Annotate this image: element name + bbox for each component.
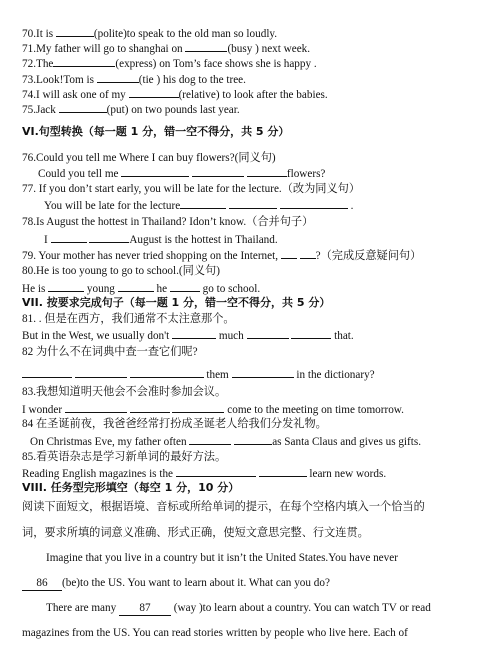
answer-blank-83b[interactable] — [130, 402, 170, 413]
answer-blank-83a[interactable] — [65, 402, 127, 413]
question-78-prompt: 78.Is August the hottest in Thailand? Idon’t know.（合并句子） — [22, 216, 314, 228]
answer-blank-84b[interactable] — [234, 434, 272, 445]
answer-blank-72[interactable] — [53, 56, 115, 67]
question-72: 72.The (express) on Tom’s face shows she is happy . — [22, 58, 317, 70]
passage-line-2: 86 (be)to the US. You want to learn about it. What can you do? — [22, 576, 330, 591]
answer-blank-87[interactable]: 87 — [119, 601, 171, 616]
question-81-prompt: 81. . 但是在西方，我们通常不太注意那个。 — [22, 313, 235, 325]
section-7-heading: VII. 按要求完成句子（每一题 1 分，错一空不得分，共 5 分） — [22, 296, 331, 309]
answer-blank-71[interactable] — [185, 41, 227, 52]
question-71: 71.My father will go to shanghai on (busy ) next week. — [22, 43, 311, 55]
answer-blank-84a[interactable] — [189, 434, 231, 445]
answer-blank-85a[interactable] — [176, 466, 256, 477]
answer-blank-76a[interactable] — [121, 166, 189, 177]
answer-blank-80a[interactable] — [48, 281, 84, 292]
question-78-answer: I August is the hottest in Thailand. — [44, 234, 278, 246]
section-8-heading: VIII. 任务型完形填空（每空 1 分，10 分） — [22, 481, 240, 494]
question-75: 75.Jack (put) on two pounds last year. — [22, 104, 240, 116]
question-79: 79. Your mother has never tried shopping on the Internet, ?（完成反意疑问句） — [22, 250, 422, 262]
answer-blank-76c[interactable] — [247, 166, 287, 177]
question-85-prompt: 85.看英语杂志是学习新单词的最好方法。 — [22, 451, 227, 463]
question-77-answer: You will be late for the lecture . — [44, 200, 354, 212]
question-83-prompt: 83.我想知道明天他会不会准时参加会议。 — [22, 386, 227, 398]
answer-blank-75[interactable] — [59, 102, 107, 113]
passage-line-4: magazines from the US. You can read stories written by people who live here. Each of — [22, 627, 408, 639]
answer-blank-79a[interactable] — [281, 248, 297, 259]
answer-blank-77b[interactable] — [229, 198, 277, 209]
question-80-prompt: 80.He is too young to go to school.(同义句) — [22, 265, 220, 277]
question-84-answer: On Christmas Eve, my father often as Santa Claus and gives us gifts. — [30, 436, 422, 448]
answer-blank-80b[interactable] — [118, 281, 154, 292]
question-80-answer: He is young he go to school. — [22, 283, 261, 295]
answer-blank-85b[interactable] — [259, 466, 307, 477]
answer-blank-73[interactable] — [97, 72, 139, 83]
answer-blank-78a[interactable] — [51, 232, 87, 243]
answer-blank-74[interactable] — [129, 87, 179, 98]
answer-blank-76b[interactable] — [192, 166, 244, 177]
question-70: 70.It is (polite)to speak to the old man so loudly. — [22, 28, 278, 40]
answer-blank-81c[interactable] — [291, 328, 331, 339]
question-76-answer: Could you tell me flowers? — [38, 168, 326, 180]
answer-blank-77a[interactable] — [180, 198, 226, 209]
answer-blank-79b[interactable] — [300, 248, 316, 259]
answer-blank-81a[interactable] — [172, 328, 216, 339]
answer-blank-82c[interactable] — [130, 367, 204, 378]
question-82-answer: them in the dictionary? — [22, 367, 375, 382]
question-81-answer: But in the West, we usually don't much that. — [22, 330, 354, 342]
question-84-prompt: 84 在圣诞前夜，我爸爸经常打扮成圣诞老人给我们分发礼物。 — [22, 418, 327, 430]
question-83-answer: I wonder come to the meeting on time tomorrow. — [22, 404, 404, 416]
answer-blank-82b[interactable] — [75, 367, 127, 378]
answer-blank-70[interactable] — [56, 26, 94, 37]
question-73: 73.Look!Tom is (tie ) his dog to the tree. — [22, 74, 246, 86]
passage-line-1: Imagine that you live in a country but it isn’t the United States.You have never — [46, 552, 398, 564]
passage-line-3: There are many 87 (way )to learn about a country. You can watch TV or read — [46, 602, 431, 614]
question-82-prompt: 82 为什么不在词典中查一查它们呢? — [22, 346, 198, 358]
answer-blank-78b[interactable] — [89, 232, 129, 243]
instruction-line-2: 词，要求所填的词意义准确、形式正确，使短文意思完整、行文连贯。 — [22, 527, 369, 539]
answer-blank-83c[interactable] — [172, 402, 224, 413]
section-6-heading: VI.句型转换（每一题 1 分，错一空不得分，共 5 分） — [22, 125, 290, 138]
answer-blank-82d[interactable] — [232, 367, 294, 378]
answer-blank-86[interactable]: 86 — [22, 576, 62, 591]
answer-blank-80c[interactable] — [170, 281, 200, 292]
question-77-prompt: 77. If you don’t start early, you will be late for the lecture.（改为同义句） — [22, 183, 361, 195]
question-76-prompt: 76.Could you tell me Where I can buy flowers?(同义句) — [22, 152, 276, 164]
question-85-answer: Reading English magazines is the learn new words. — [22, 468, 387, 480]
answer-blank-81b[interactable] — [247, 328, 289, 339]
answer-blank-82a[interactable] — [22, 367, 72, 378]
question-74: 74.I will ask one of my (relative) to look after the babies. — [22, 89, 328, 101]
instruction-line-1: 阅读下面短文，根据语境、音标或所给单词的提示，在每个空格内填入一个恰当的 — [22, 501, 425, 513]
answer-blank-77c[interactable] — [280, 198, 348, 209]
